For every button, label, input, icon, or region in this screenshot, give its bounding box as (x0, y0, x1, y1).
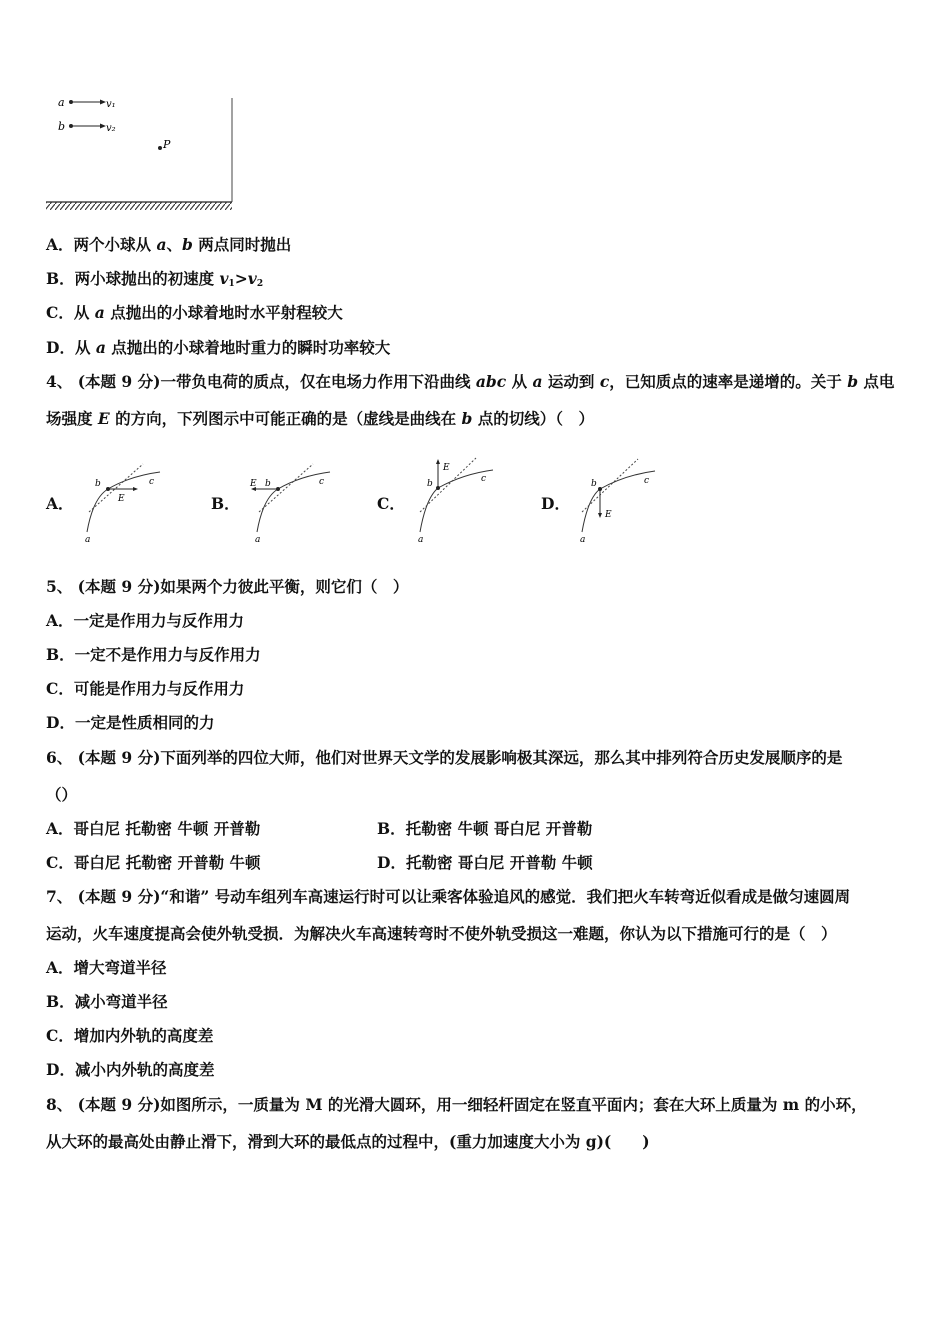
svg-text:a: a (418, 535, 424, 545)
svg-text:c: c (149, 477, 155, 487)
point-a (69, 100, 73, 104)
q7-stem-line2: 运动，火车速度提高会使外轨受损．为解决火车高速转弯时不使外轨受损这一难题，你认为以下措施可行的是（ ） (46, 924, 837, 943)
label-p: P (163, 138, 171, 151)
label-b: b (58, 120, 66, 133)
q7-option-a: A．增大弯道半径 (46, 958, 167, 977)
q7-option-b: B．减小弯道半径 (46, 992, 168, 1011)
ground-hatch (46, 202, 232, 210)
projectile-figure (40, 90, 240, 215)
q6-option-b: B．托勒密 牛顿 哥白尼 开普勒 (377, 819, 593, 838)
svg-text:c: c (644, 476, 650, 486)
svg-text:E: E (443, 463, 450, 473)
q7-option-d: D．减小内外轨的高度差 (46, 1060, 215, 1079)
point-p (158, 146, 162, 150)
q5-option-b: B．一定不是作用力与反作用力 (46, 645, 261, 664)
svg-text:a: a (580, 535, 586, 545)
q3-option-b: B．两小球抛出的初速度 $v_1>v_2$ (46, 269, 264, 289)
label-a: a (58, 96, 65, 109)
svg-text:b: b (591, 479, 597, 489)
q8-stem-line1: 8、 (本题 9 分)如图所示，一质量为 M 的光滑大圆环，用一细轻杆固定在竖直平面内；套在大环上质量为 m 的小环， (46, 1095, 867, 1114)
q6-option-c: C．哥白尼 托勒密 开普勒 牛顿 (46, 853, 261, 872)
q4-stem-line2: 场强度 E 的方向，下列图示中可能正确的是（虚线是曲线在 b 点的切线）（ ） (46, 409, 595, 428)
label-v2: v₂ (106, 123, 116, 134)
q7-stem-line1: 7、 (本题 9 分)“和谐” 号动车组列车高速运行时可以让乘客体验追风的感觉．我们把火车转弯近似看成是做匀速圆周 (46, 887, 851, 906)
q4-figure-c (408, 450, 503, 545)
svg-text:c: c (481, 474, 487, 484)
q4-figure-a (75, 460, 170, 545)
q3-option-c: C．从 a 点抛出的小球着地时水平射程较大 (46, 303, 343, 322)
label-v1: v₁ (106, 99, 116, 110)
svg-text:c: c (319, 477, 325, 487)
q4-figure-b (240, 460, 335, 545)
q5-option-a: A．一定是作用力与反作用力 (46, 611, 245, 630)
q7-option-c: C．增加内外轨的高度差 (46, 1026, 214, 1045)
svg-text:a: a (255, 535, 261, 545)
point-b (69, 124, 73, 128)
q4-stem-line1: 4、 (本题 9 分)一带负电荷的质点，仅在电场力作用下沿曲线 abc 从 a 运动到 c，已知质点的速率是递增的。关于 b 点电 (46, 372, 895, 391)
svg-text:E: E (118, 494, 125, 504)
svg-text:E: E (605, 510, 612, 520)
q6-option-a: A．哥白尼 托勒密 牛顿 开普勒 (46, 819, 261, 838)
q4-option-a-label: A． (46, 494, 74, 513)
q5-option-c: C．可能是作用力与反作用力 (46, 679, 245, 698)
q4-option-c-label: C． (377, 494, 405, 513)
q5-option-d: D．一定是性质相同的力 (46, 713, 215, 732)
q4-figure-d (570, 455, 665, 545)
q3-option-d: D．从 a 点抛出的小球着地时重力的瞬时功率较大 (46, 338, 391, 357)
q5-stem: 5、 (本题 9 分)如果两个力彼此平衡，则它们（ ） (46, 577, 409, 596)
q6-stem-line1: 6、 (本题 9 分)下面列举的四位大师，他们对世界天文学的发展影响极其深远，那么其中排列符合历史发展顺序的是 (46, 748, 843, 767)
q4-option-d-label: D． (541, 494, 570, 513)
q6-option-d: D．托勒密 哥白尼 开普勒 牛顿 (377, 853, 593, 872)
q6-stem-line2: （） (46, 785, 78, 804)
svg-text:a: a (85, 535, 91, 545)
q4-option-b-label: B． (211, 494, 240, 513)
svg-text:b: b (265, 479, 271, 489)
q8-stem-line2: 从大环的最高处由静止滑下，滑到大环的最低点的过程中，(重力加速度大小为 g)( ) (46, 1132, 650, 1151)
svg-text:b: b (427, 479, 433, 489)
q3-option-a: A．两个小球从 a、b 两点同时抛出 (46, 235, 292, 254)
svg-text:E: E (250, 479, 257, 489)
svg-text:b: b (95, 479, 101, 489)
